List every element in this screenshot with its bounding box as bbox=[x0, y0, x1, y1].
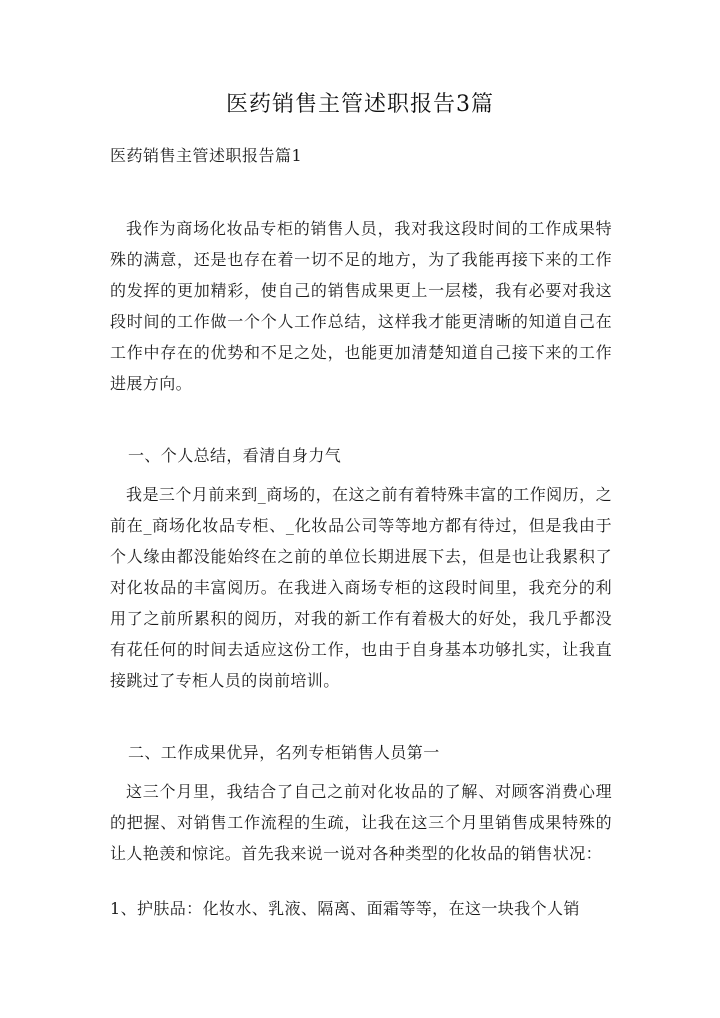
section-heading-1: 一、个人总结，看清自身力气 bbox=[128, 446, 342, 465]
section-heading-2: 二、工作成果优异，名列专柜销售人员第一 bbox=[128, 743, 440, 762]
document-title: 医药销售主管述职报告3篇 bbox=[226, 92, 494, 117]
paragraph-2: 我是三个月前来到_商场的，在这之前有着特殊丰富的工作阅历，之前在_商场化妆品专柜、_化妆品公司等等地方都有待过，但是我由于个人缘由都没能始终在之前的单位长期进展下去，但是也让我累积了对化妆品的丰富阅历。在我进入商场专柜的这段时间里，我充分的利用了之前所累积的阅历，对我的新工作有着极大的好处，我几乎都没有花任何的时间去适应这份工作，也由于自身基本功够扎实，让我直接跳过了专柜人员的岗前培训。 bbox=[110, 485, 612, 690]
document-subtitle: 医药销售主管述职报告篇1 bbox=[110, 146, 303, 165]
paragraph-3: 这三个月里，我结合了自己之前对化妆品的了解、对顾客消费心理的把握、对销售工作流程的生疏，让我在这三个月里销售成果特殊的让人艳羡和惊诧。首先我来说一说对各种类型的化妆品的销售状况： bbox=[110, 782, 612, 863]
list-item-1: 1、护肤品：化妆水、乳液、隔离、面霜等等，在这一块我个人销 bbox=[110, 899, 580, 918]
paragraph-1: 我作为商场化妆品专柜的销售人员，我对我这段时间的工作成果特殊的满意，还是也存在着一切不足的地方，为了我能再接下来的工作的发挥的更加精彩，使自己的销售成果更上一层楼，我有必要对我这段时间的工作做一个个人工作总结，这样我才能更清晰的知道自己在工作中存在的优势和不足之处，也能更加清楚知道自己接下来的工作进展方向。 bbox=[110, 219, 612, 393]
